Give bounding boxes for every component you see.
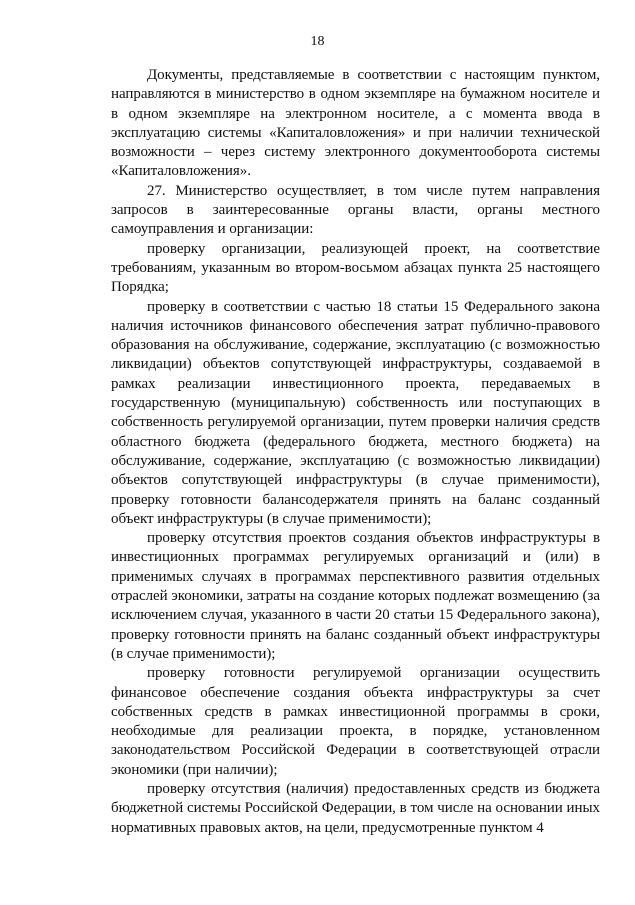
paragraph-check-financing-sources: проверку в соответствии с частью 18 статьи 15 Федерального закона наличия источников финансового обеспечения затрат публично-правового образования на обслуживание, содержание, эксплуатацию (с возможностью ликвидации) объектов сопутствующей инфраструктуры, создаваемой в рамках реализации инвестиционного проекта, передаваемых в государственную (муниципальную) собственность или поступающих в собственность регулируемой организации, путем проверки наличия средств областного бюджета (федерального бюджета, местного бюджета) на обслуживание, содержание, эксплуатацию (с возможностью ликвидации) объектов сопутствующей инфраструктуры (в случае применимости), проверку готовности балансодержателя принять на баланс созданный объект инфраструктуры (в случае применимости); [111,298,600,527]
paragraph-check-absence-projects: проверку отсутствия проектов создания объектов инфраструктуры в инвестиционных программах регулируемых организаций и (или) в применимых случаях в программах перспективного развития отдельных отраслей экономики, затраты на создание которых подлежат возмещению (за исключением случая, указанного в части 20 статьи 15 Федерального закона), проверку готовности принять на баланс созданный объект инфраструктуры (в случае применимости); [111,530,600,662]
page-number: 18 [310,34,325,49]
paragraph-check-organization: проверку организации, реализующей проект, на соответствие требованиям, указанным во втором-восьмом абзацах пункта 25 настоящего Порядка; [111,240,600,296]
paragraph-check-readiness: проверку готовности регулируемой организации осуществить финансовое обеспечение создания объекта инфраструктуры за счет собственных средств в рамках инвестиционной программы в сроки, необходимые для реализации проекта, в порядке, установленном законодательством Российской Федерации в соответствующей отрасли экономики (при наличии); [111,665,600,778]
paragraph-item-27: 27. Министерство осуществляет, в том числе путем направления запросов в заинтересованные органы власти, органы местного самоуправления и организации: [111,182,600,238]
paragraph-documents-submission: Документы, представляемые в соответствии с настоящим пунктом, направляются в министерство в одном экземпляре на бумажном носителе и в одном экземпляре на электронном носителе, а с момента ввода в эксплуатацию системы «Капиталовложения» и при наличии технической возможности – через систему электронного документооборота системы «Капиталовложения». [111,67,600,180]
paragraph-check-budget-funds: проверку отсутствия (наличия) предоставленных средств из бюджета бюджетной системы Российской Федерации, в том числе на основании иных нормативных правовых актов, на цели, предусмотренные пунктом 4 [111,780,600,836]
document-body [111,66,600,838]
